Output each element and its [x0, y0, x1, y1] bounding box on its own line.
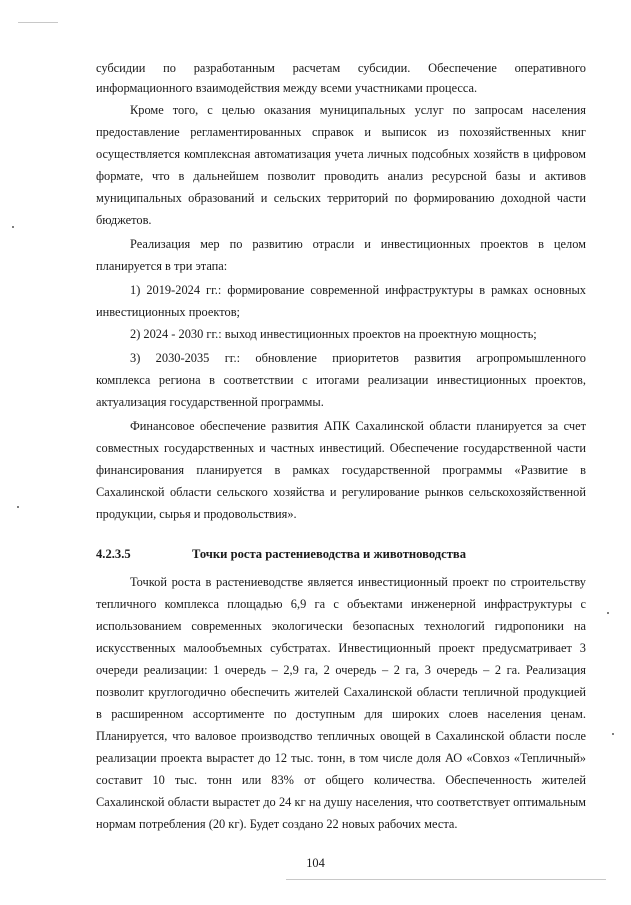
list-item-line: 2) 2024 - 2030 гг.: выход инвестиционных проектов на проектную мощность;: [130, 327, 537, 341]
body-text-line: Сахалинской области сельского хозяйства и регулирование рынков сельскохозяйственной: [96, 485, 586, 499]
list-item-line: комплекса региона в соответствии с итогами реализации инвестиционных проектов,: [96, 373, 586, 387]
scan-speck: [612, 733, 614, 735]
body-text-line: Кроме того, с целью оказания муниципальных услуг по запросам населения: [130, 103, 586, 117]
scan-artifact: [18, 22, 58, 23]
body-text-line: Точкой роста в растениеводстве является инвестиционный проект по строительству: [130, 575, 586, 589]
list-item-line: 1) 2019-2024 гг.: формирование современной инфраструктуры в рамках основных: [130, 283, 586, 297]
section-title: Точки роста растениеводства и животноводства: [192, 547, 467, 561]
scan-speck: [607, 612, 609, 614]
body-text-line: искусственных малообъемных субстратах. Инвестиционный проект предусматривает 3: [96, 641, 586, 655]
body-text-line: бюджетов.: [96, 213, 152, 227]
section-number: 4.2.3.5: [96, 547, 131, 561]
body-text-line: информационного взаимодействия между всеми участниками процесса.: [96, 81, 478, 95]
body-text-line: Реализация мер по развитию отрасли и инвестиционных проектов в целом: [130, 237, 586, 251]
body-text-line: Планируется, что валовое производство тепличных овощей в Сахалинской области после: [96, 729, 586, 743]
body-text-line: Финансовое обеспечение развития АПК Сахалинской области планируется за счет: [130, 419, 586, 433]
body-text-line: планируется в три этапа:: [96, 259, 228, 273]
body-text-line: в расширенном ассортименте по доступным для широких слоев населения ценам.: [96, 707, 586, 721]
list-item-line: инвестиционных проектов;: [96, 305, 240, 319]
body-text-line: субсидии по разработанным расчетам субсидии. Обеспечение оперативного: [96, 61, 586, 75]
list-item-line: актуализация государственной программы.: [96, 395, 324, 409]
body-text-line: формате, что в дальнейшем позволит проводить анализ ресурсной базы и активов: [96, 169, 586, 183]
body-text-line: Сахалинской области вырастет до 24 кг на душу населения, что соответствует оптимальным: [96, 795, 586, 809]
scan-speck: [12, 226, 14, 228]
body-text-line: осуществляется комплексная автоматизация учета личных подсобных хозяйств в цифровом: [96, 147, 586, 161]
scan-speck: [17, 506, 19, 508]
body-text-line: позволит круглогодично обеспечить жителей Сахалинской области тепличной продукцией: [96, 685, 586, 699]
page-number: 104: [306, 856, 325, 870]
body-text-line: совместных государственных и частных инвестиций. Обеспечение государственной части: [96, 441, 586, 455]
list-item-line: 3) 2030-2035 гг.: обновление приоритетов развития агропромышленного: [130, 351, 586, 365]
body-text-line: предоставление регламентированных справок и выписок из похозяйственных книг: [96, 125, 586, 139]
body-text-line: продукции, сырья и продовольствия».: [96, 507, 297, 521]
body-text-line: нормам потребления (20 кг). Будет создано 22 новых рабочих места.: [96, 817, 458, 831]
body-text-line: составит 10 тыс. тонн или 83% от общего количества. Обеспеченность жителей: [96, 773, 586, 787]
scan-artifact: [286, 879, 606, 880]
body-text-line: муниципальных образований и сельских территорий по формированию доходной части: [96, 191, 586, 205]
body-text-line: использованием современных экологически безопасных технологий гидропоники на: [96, 619, 586, 633]
body-text-line: тепличного комплекса площадью 6,9 га с объектами инженерной инфраструктуры с: [96, 597, 586, 611]
body-text-line: реализации проекта вырастет до 12 тыс. тонн, в том числе доля АО «Совхоз «Тепличный»: [96, 751, 586, 765]
body-text-line: очереди реализации: 1 очередь – 2,9 га, 2 очередь – 2 га, 3 очередь – 2 га. Реализация: [96, 663, 586, 677]
body-text-line: финансирования планируется в рамках государственной программы «Развитие в: [96, 463, 586, 477]
